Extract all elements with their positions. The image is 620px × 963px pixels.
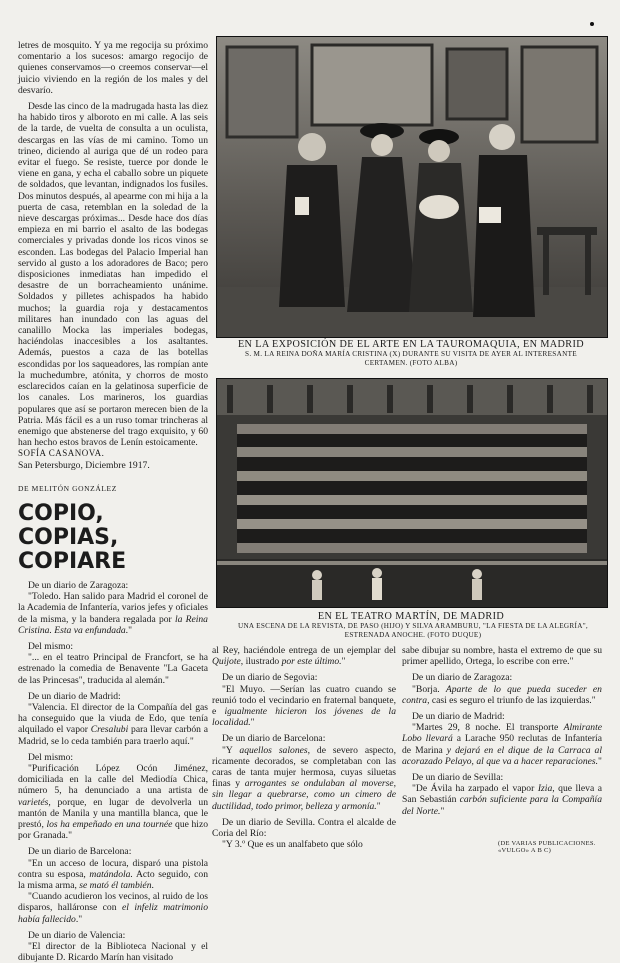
quote-borja: "Borja. Aparte de lo que pueda suceder en contra, casi es seguro el triunfo de las izquierdas." <box>402 683 602 706</box>
source-segovia: De un diario de Segovia: <box>222 672 318 684</box>
article-title-line-2: COPIARE <box>18 548 127 574</box>
quote-ortega: sabe dibujar su nombre, hasta el extremo de que su primer apellido, Ortega, lo escribe con erre." <box>402 645 602 668</box>
source-del-mismo-2: Del mismo: <box>28 751 74 763</box>
footer-note: (DE VARIAS PUBLICACIONES. «VULGO» A B C) <box>498 840 596 854</box>
quote-francfort: "... en el teatro Principal de Francfort, se ha estrenado la comedia de Benavente "La Gaceta de las Princesas", traducida al alemán." <box>18 652 208 686</box>
chronicle-dateline: San Petersburgo, Diciembre 1917. <box>18 459 150 471</box>
page-dot <box>590 22 594 26</box>
quote-muyo: "El Muyo. —Serían las cuatro cuando se reunió todo el vecindario en fraternal banquete, e igualmente hicieron los jóvenes de la localidad." <box>212 683 396 729</box>
photo-exposicion-tauromaquia <box>216 36 608 338</box>
quote-locura: "En un acceso de locura, disparó una pistola contra su esposa, matándola. Acto seguido, con la misma arma, se mató él también. <box>18 857 208 891</box>
chronicle-paragraph-2: Desde las cinco de la madrugada hasta las diez ha habido tiros y alboroto en mi calle. A las seis de la tarde, de vuelta de consulta a un oculista, descargas en las vías de mi camino. Tomo un trineo, diciendo al auriga que dé un rodeo para evitar el fuego. Se resiste, tuerce por donde le viene en gana, y echa el caballo sobre un piquete de soldados, que levantan, indignados los fusiles. Dos minutos después, al apearme con mi hija a la puerta de casa, retemblan en la soledad de la nieve descargas próximas... Desde hace dos días empieza en mi barrio el asalto de las bodegas comerciales y privadas donde los ricos vinos se esconden. Las bodegas del Palacio Imperial han servido al gusto a los adoradores de Baco; pero disposiciones inmediatas han impedido el desastre de un borracheamiento unánime. Soldados y pilletes achispados ha habido muchos; la guardia roja y destacamentos militares han inundado con las aguas del canalillo Mocka las imperiales bodegas, haciéndolas inaccesibles a los asaltantes. Además, puestos a caza de las botellas escondidas por los saqueadores, las rompían ante la muchedumbre, atónita, y chorros de mosto esclarecidos caían en la gelatinosa superficie de los canales. Los marineros, los guardias populares que así se portaron merecen bien de la Patria. Más fácil es a un ruso tomar trincheras al enemigo que abstenerse del trago exquisito, y 60 han hecho estos bravos de Lenín estoicamente. <box>18 101 208 449</box>
source-barcelona-1: De un diario de Barcelona: <box>28 846 132 858</box>
photo-teatro-image <box>217 379 607 607</box>
chronicle-paragraph-1: letres de mosquito. Y ya me regocija su próximo comentario a los sucesos: amargo regocijo de quienes conservamos—o creemos conservar—el juicio viviendo en la región de los males y del desvarío. <box>18 40 208 96</box>
photo2-caption-sub: UNA ESCENA DE LA REVISTA, DE PASO (HIJO) Y SILVA ARAMBURU, "LA FIESTA DE LA ALEGRÍA", ESTRENADA ANOCHE. (FOTO DUQUE) <box>237 622 589 639</box>
bottom-column-1 <box>212 645 396 850</box>
photo1-caption-head: EN LA EXPOSICIÓN DE EL ARTE EN LA TAUROMAQUIA, EN MADRID <box>237 339 585 350</box>
source-madrid-1: De un diario de Madrid: <box>28 690 121 702</box>
quote-quijote: al Rey, haciéndole entrega de un ejemplar del Quijote, ilustrado por este último." <box>212 645 396 668</box>
photo-teatro-martin <box>216 378 608 608</box>
source-madrid-2: De un diario de Madrid: <box>412 711 505 723</box>
quote-purificacion: "Purificación López Ocón Jiménez, domiciliada en la calle del Mediodía Chica, número 5, ha denunciado a una artista de varietés, porque, en lugar de devolverla un mantón de Manila y una mantilla blanca, que le prestó, los ha empeñado en una tournée que hizo por Granada." <box>18 762 208 842</box>
chronicle-signature: SOFÍA CASANOVA. <box>18 448 105 459</box>
quote-vecinos: "Cuando acudieron los vecinos, al ruido de los disparos, halláronse con el infeliz matrimonio había fallecido." <box>18 891 208 925</box>
article-title-line-1: COPIO, COPIAS, <box>18 500 119 550</box>
photo1-caption-sub: S. M. LA REINA DOÑA MARÍA CRISTINA (X) DURANTE SU VISITA DE AYER AL INTERESANTE CERTAMEN. (FOTO ALBA) <box>245 350 577 367</box>
left-column <box>18 40 208 963</box>
source-barcelona-2: De un diario de Barcelona: <box>222 733 326 745</box>
quote-transporte: "Martes 29, 8 noche. El transporte Almirante Lobo llevará a Larache 950 reclutas de Infantería de Marina y dejará en el dique de la Carraca al acorazado Pelayo, al que va a hacer reparaciones." <box>402 722 603 767</box>
bottom-column-2 <box>402 645 602 817</box>
article-byline: DE MELITÓN GONZÁLEZ <box>18 483 117 493</box>
source-zaragoza-2: De un diario de Zaragoza: <box>412 672 513 684</box>
quote-toledo: "Toledo. Han salido para Madrid el coronel de la Academia de Infantería, varios jefes y oficiales de la misma, y la bandera regalada por la Reina Cristina. Esta va enfundada." <box>18 591 208 636</box>
quote-biblioteca: "El director de la Biblioteca Nacional y el dibujante D. Ricardo Marín han visitado <box>18 941 208 963</box>
source-sevilla-1: De un diario de Sevilla. Contra el alcalde de Coria del Río: <box>212 816 396 840</box>
photo-exposicion-image <box>217 37 607 337</box>
quote-valencia-gas: "Valencia. El director de la Compañía del gas ha conseguido que la viuda de Edo, que tenía alquilado el vapor Cresalubi para llevar carbón a Madrid, se lo ceda también para traerlo aquí." <box>18 701 208 747</box>
source-del-mismo-1: Del mismo: <box>28 640 74 652</box>
photo2-caption-head: EN EL TEATRO MARTÍN, DE MADRID <box>317 611 505 622</box>
source-sevilla-2: De un diario de Sevilla: <box>412 772 504 784</box>
quote-salones: "Y aquellos salones, de severo aspecto, ricamente decorados, se completaban con las caras de tanta mujer hermosa, cuyas siluetas finas y arrogantes se ondulaban al moverse, sin llegar a quebrarse, como un cimero de ductilidad, todo primor, belleza y armonía." <box>212 744 396 812</box>
quote-vapor-izia: "De Ávila ha zarpado el vapor Izia, que lleva a San Sebastián carbón suficiente para la Compañía del Norte." <box>402 783 602 817</box>
source-valencia-1: De un diario de Valencia: <box>28 929 126 941</box>
source-zaragoza-1: De un diario de Zaragoza: <box>28 579 129 591</box>
quote-alcalde: "Y 3.º Que es un analfabeto que sólo <box>222 839 363 851</box>
